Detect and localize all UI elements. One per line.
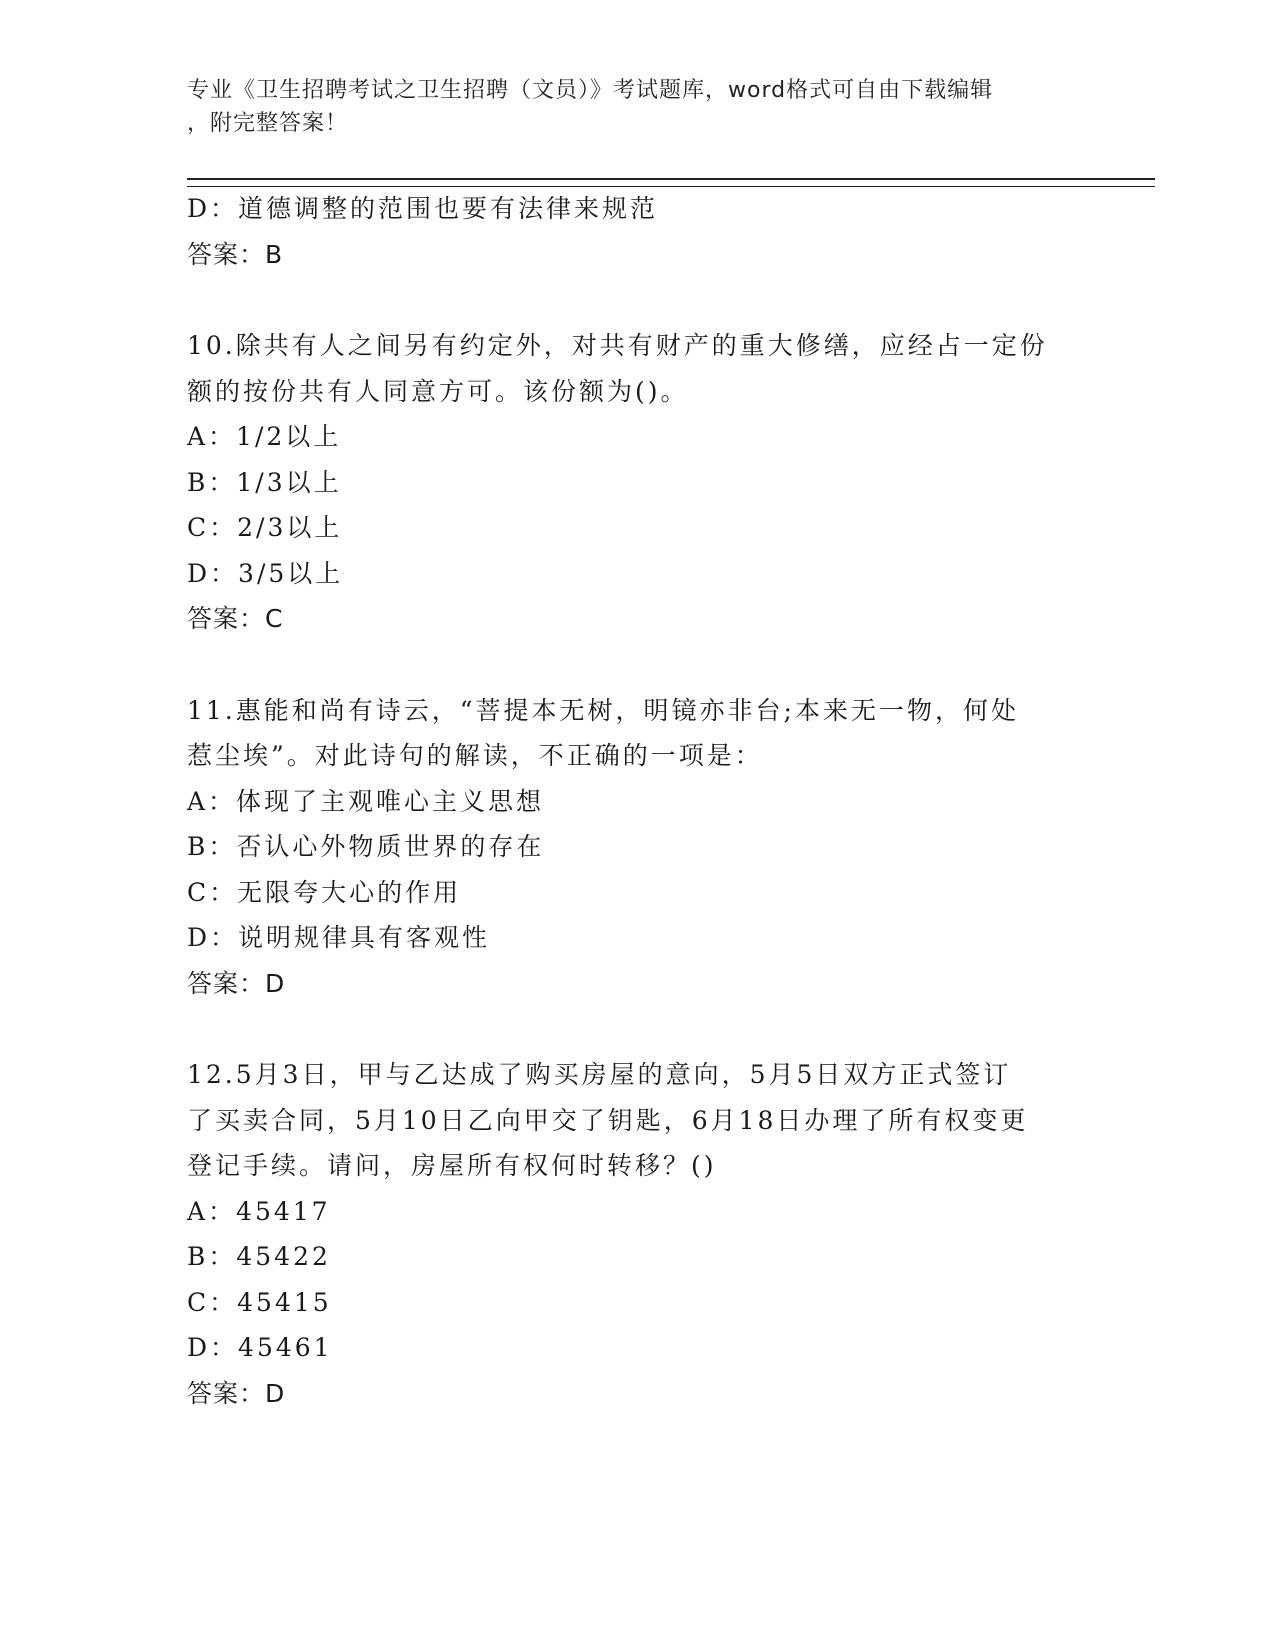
option-b: B：否认心外物质世界的存在 bbox=[187, 832, 545, 861]
page-header bbox=[187, 74, 1067, 140]
header-line-2: ，附完整答案！ bbox=[187, 111, 349, 136]
question-stem: 惹尘埃”。对此诗句的解读，不正确的一项是： bbox=[187, 741, 763, 770]
option-d: D：3/5以上 bbox=[187, 558, 344, 588]
question-12 bbox=[187, 1052, 1077, 1416]
question-stem: 了买卖合同，5月10日乙向甲交了钥匙，6月18日办理了所有权变更 bbox=[187, 1105, 1029, 1135]
spacer bbox=[187, 642, 1077, 688]
option-d: D：说明规律具有客观性 bbox=[187, 923, 491, 952]
option-d: D：45461 bbox=[187, 1333, 333, 1362]
question-stem: 11.惠能和尚有诗云，“菩提本无树，明镜亦非台;本来无一物，何处 bbox=[187, 695, 1019, 725]
option-b: B：1/3以上 bbox=[187, 467, 342, 497]
option-d: D：道德调整的范围也要有法律来规范 bbox=[187, 194, 659, 223]
answer-line: 答案：D bbox=[187, 1378, 286, 1408]
spacer bbox=[187, 277, 1077, 323]
question-list bbox=[187, 186, 1077, 1416]
answer-line: 答案：D bbox=[187, 968, 286, 998]
previous-question-tail bbox=[187, 186, 1077, 277]
option-c: C：2/3以上 bbox=[187, 513, 343, 542]
question-10 bbox=[187, 323, 1077, 642]
answer-line: 答案：C bbox=[187, 604, 284, 633]
option-a: A：1/2以上 bbox=[187, 422, 342, 451]
question-stem: 10.除共有人之间另有约定外，对共有财产的重大修缮，应经占一定份 bbox=[187, 331, 1048, 360]
option-a: A：45417 bbox=[187, 1196, 331, 1226]
question-stem: 登记手续。请问，房屋所有权何时转移？() bbox=[187, 1151, 717, 1180]
header-line-1: 专业《卫生招聘考试之卫生招聘（文员）》考试题库，word格式可自由下载编辑 bbox=[187, 78, 994, 103]
option-a: A：体现了主观唯心主义思想 bbox=[187, 786, 545, 816]
question-stem: 额的按份共有人同意方可。该份额为()。 bbox=[187, 376, 689, 406]
question-stem: 12.5月3日，甲与乙达成了购买房屋的意向，5月5日双方正式签订 bbox=[187, 1060, 1012, 1089]
spacer bbox=[187, 1006, 1077, 1052]
option-c: C：45415 bbox=[187, 1287, 332, 1317]
option-b: B：45422 bbox=[187, 1242, 331, 1271]
option-c: C：无限夸大心的作用 bbox=[187, 877, 462, 907]
question-11 bbox=[187, 688, 1077, 1007]
answer-line: 答案：B bbox=[187, 239, 284, 269]
